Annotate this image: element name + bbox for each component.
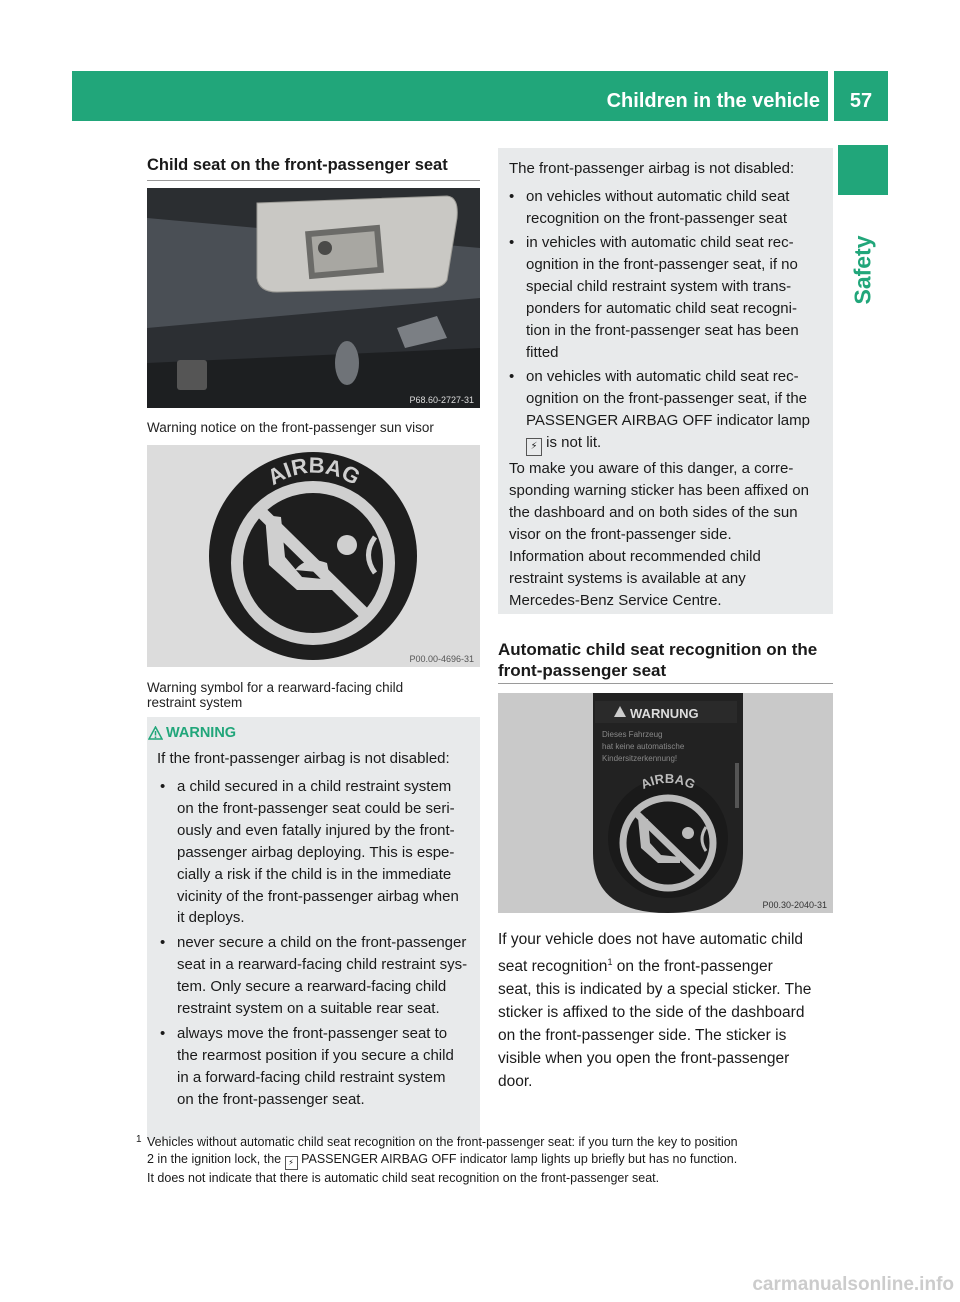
- bullet-dot: •: [509, 188, 515, 205]
- bullet-line: ponders for automatic child seat recogni-: [526, 299, 797, 317]
- watermark: carmanualsonline.info: [752, 1274, 954, 1295]
- bullet-line: always move the front-passenger seat to: [177, 1025, 448, 1042]
- section-tab-block: [838, 145, 888, 195]
- passenger-airbag-off-lamp-icon: ⚡: [526, 438, 542, 456]
- bullet-line: PASSENGER AIRBAG OFF indicator lamp: [526, 411, 810, 429]
- paragraph-line: seat, this is indicated by a special sticker. The: [498, 981, 812, 999]
- footnote-mark: 1: [136, 1134, 142, 1145]
- bullet-line: on vehicles without automatic child seat: [526, 188, 790, 205]
- bullet-line: seat in a rearward-facing child restraint sys-: [177, 955, 468, 973]
- bullet-line: fitted: [526, 343, 559, 361]
- paragraph-line: visible when you open the front-passenger: [498, 1050, 790, 1068]
- paragraph-line: sponding warning sticker has been affixed on: [509, 481, 809, 499]
- bullet-line: ognition on the front-passenger seat, if the: [526, 389, 808, 407]
- page-number: 57: [849, 90, 873, 112]
- bullet-line: it deploys.: [177, 909, 245, 927]
- footnote-line: PASSENGER AIRBAG OFF indicator lamp lights up briefly but has no function.: [301, 1152, 738, 1166]
- bullet-line: ognition in the front-passenger seat, if no: [526, 255, 798, 273]
- image-caption: Warning notice on the front-passenger sun visor: [147, 420, 434, 435]
- paragraph-line: on the front-passenger side. The sticker is: [498, 1027, 787, 1045]
- bullet-dot: •: [160, 1025, 166, 1042]
- bullet-line: cially a risk if the child is in the immediate: [177, 865, 452, 883]
- bullet-line: recognition on the front-passenger seat: [526, 209, 787, 227]
- footnote-line: It does not indicate that there is automatic child seat recognition on the front-passenger seat.: [147, 1171, 660, 1185]
- footnote-line: 2 in the ignition lock, the: [147, 1152, 282, 1166]
- sticker-illustration: [498, 693, 833, 913]
- bullet-dot: •: [160, 778, 166, 795]
- bullet-line: on the front-passenger seat could be seri-: [177, 799, 455, 817]
- body-paragraph: [498, 928, 838, 1093]
- bullet-line: is not lit.: [546, 433, 602, 451]
- sun-visor-illustration: [147, 188, 480, 408]
- image-caption-line: Warning symbol for a rearward-facing child: [147, 680, 404, 695]
- bullet-line: the rearmost position if you secure a child: [177, 1046, 454, 1064]
- heading-rule: [498, 683, 833, 684]
- paragraph-line: the dashboard and on both sides of the sun: [509, 503, 798, 521]
- bullet-line: vicinity of the front-passenger airbag when: [177, 887, 459, 905]
- section-heading: Child seat on the front-passenger seat: [147, 156, 448, 174]
- info-paragraph: [509, 546, 829, 612]
- bullet-line: ously and even fatally injured by the front-: [177, 821, 455, 839]
- image-ref: P00.30-2040-31: [762, 900, 827, 910]
- section-heading: Automatic child seat recognition on the: [498, 640, 818, 659]
- bullet-line: tem. Only secure a rearward-facing child: [177, 977, 447, 995]
- paragraph-line: seat recognition: [498, 958, 608, 976]
- airbag-symbol-illustration: [147, 445, 480, 667]
- bullet-line: passenger airbag deploying. This is espe-: [177, 843, 455, 861]
- bullet-dot: •: [509, 368, 515, 385]
- image-ref: P68.60-2727-31: [409, 395, 474, 405]
- bullet-line: a child secured in a child restraint system: [177, 778, 452, 795]
- paragraph-line: on the front-passenger: [616, 958, 773, 976]
- paragraph-line: restraint systems is available at any: [509, 569, 746, 587]
- sticker-text: Dieses Fahrzeug: [602, 730, 663, 739]
- sticker-text: Kindersitzerkennung!: [602, 754, 678, 763]
- passenger-airbag-off-lamp-icon: ⚡: [285, 1156, 298, 1170]
- image-caption-line: restraint system: [147, 695, 243, 710]
- sticker-text: hat keine automatische: [602, 742, 685, 751]
- bullet-line: tion in the front-passenger seat has been: [526, 321, 799, 339]
- bullet-line: never secure a child on the front-passenger: [177, 934, 467, 951]
- heading-rule: [147, 180, 480, 181]
- airbag-warning-symbol: [147, 445, 480, 667]
- sun-visor-photo: [147, 188, 480, 408]
- warning-intro: If the front-passenger airbag is not disabled:: [157, 750, 450, 767]
- bullet-line: special child restraint system with trans-: [526, 277, 792, 295]
- warning-title: WARNING: [166, 725, 237, 741]
- paragraph-line: Mercedes-Benz Service Centre.: [509, 591, 722, 609]
- bullet-line: in a forward-facing child restraint system: [177, 1068, 446, 1086]
- bullet-dot: •: [160, 934, 166, 951]
- warning-triangle-icon: [148, 726, 163, 740]
- bullet-dot: •: [509, 234, 515, 251]
- airbag-label: AIRBAG: [263, 452, 365, 490]
- section-tab: [838, 200, 888, 340]
- image-ref: P00.00-4696-31: [409, 654, 474, 664]
- info-paragraph: [509, 458, 829, 546]
- paragraph-line: To make you aware of this danger, a corre-: [509, 460, 794, 477]
- warning-sticker-photo: [498, 693, 833, 913]
- paragraph-line: If your vehicle does not have automatic child: [498, 931, 804, 948]
- footnote-ref: 1: [607, 957, 613, 967]
- bullet-line: on the front-passenger seat.: [177, 1090, 365, 1108]
- section-tab-label: Safety: [849, 235, 876, 305]
- paragraph-line: sticker is affixed to the side of the dashboard: [498, 1004, 805, 1022]
- section-heading: front-passenger seat: [498, 661, 667, 680]
- chapter-title: Children in the vehicle: [606, 90, 820, 112]
- bullet-line: restraint system on a suitable rear seat.: [177, 999, 440, 1017]
- paragraph-line: visor on the front-passenger side.: [509, 525, 732, 543]
- bullet-line: in vehicles with automatic child seat rec-: [526, 234, 794, 251]
- footnote: [147, 1134, 837, 1187]
- bullet-line: on vehicles with automatic child seat rec-: [526, 368, 799, 385]
- sticker-title: WARNUNG: [630, 706, 699, 721]
- airbag-label: AIRBAG: [638, 770, 698, 793]
- info-intro: The front-passenger airbag is not disabled:: [509, 160, 795, 177]
- paragraph-line: Information about recommended child: [509, 548, 761, 565]
- footnote-line: Vehicles without automatic child seat recognition on the front-passenger seat: if you turn the key to position: [147, 1135, 738, 1149]
- paragraph-line: door.: [498, 1073, 533, 1091]
